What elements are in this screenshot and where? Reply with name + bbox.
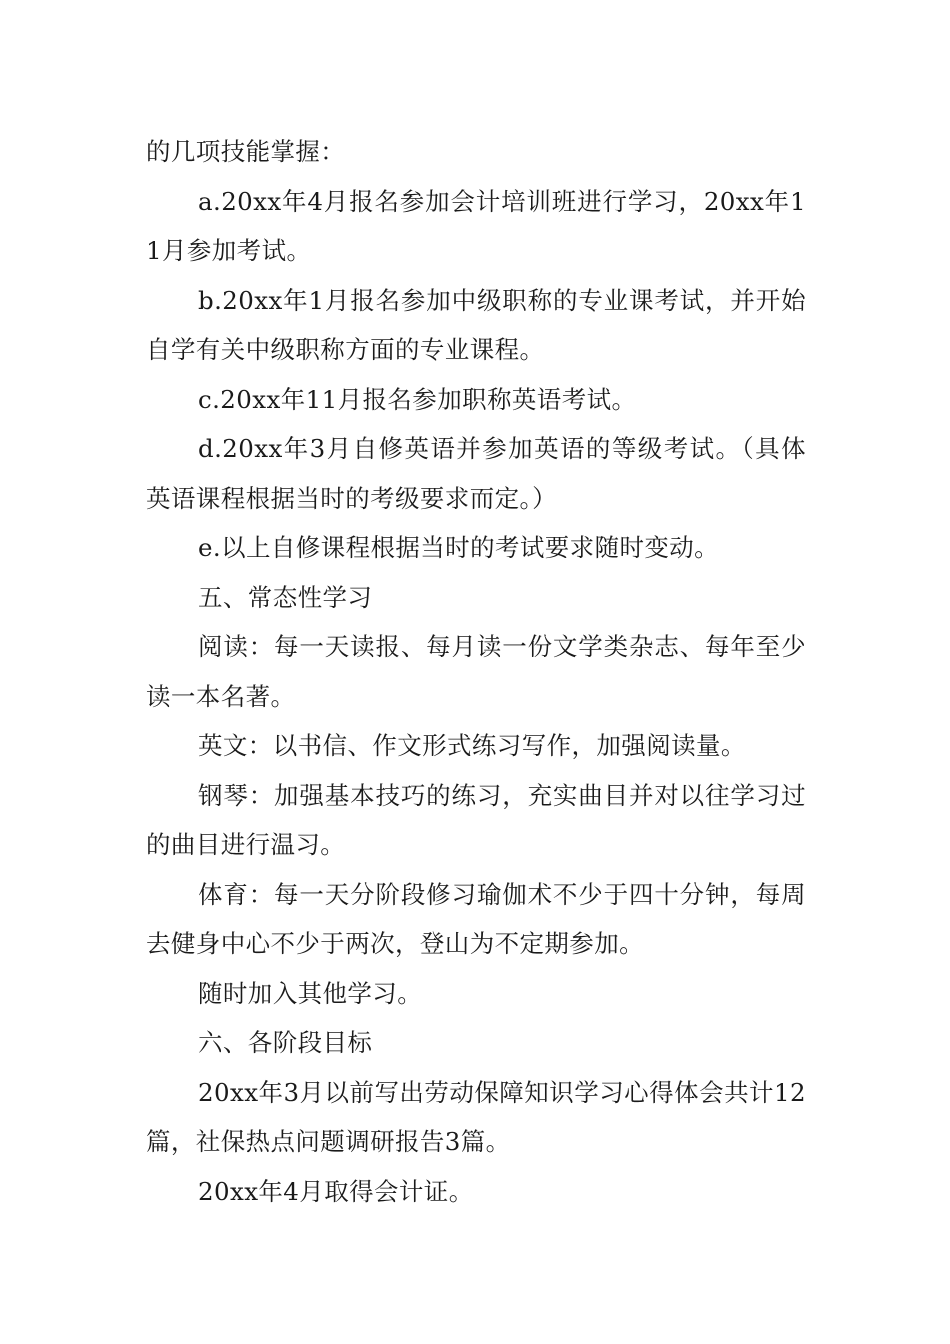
paragraph-skills-intro: 的几项技能掌握： xyxy=(146,137,346,166)
paragraph-goal-april: 20xx年4月取得会计证。 xyxy=(198,1176,474,1206)
paragraph-item-c: c.20xx年11月报名参加职称英语考试。 xyxy=(198,384,637,414)
paragraph-item-e: e.以上自修课程根据当时的考试要求随时变动。 xyxy=(198,533,720,562)
section-heading-six: 六、各阶段目标 xyxy=(198,1028,373,1057)
paragraph-item-d: d.20xx年3月自修英语并参加英语的等级考试。（具体英语课程根据当时的考级要求而定。） xyxy=(146,434,806,513)
paragraph-goal-march: 20xx年3月以前写出劳动保障知识学习心得体会共计12篇，社保热点问题调研报告3篇。 xyxy=(146,1077,806,1156)
paragraph-item-a: a.20xx年4月报名参加会计培训班进行学习，20xx年11月参加考试。 xyxy=(146,186,806,265)
section-heading-five: 五、常态性学习 xyxy=(198,582,373,612)
paragraph-other-study: 随时加入其他学习。 xyxy=(198,978,423,1008)
paragraph-sports: 体育：每一天分阶段修习瑜伽术不少于四十分钟，每周去健身中心不少于两次，登山为不定期参加。 xyxy=(146,879,806,958)
paragraph-piano: 钢琴：加强基本技巧的练习，充实曲目并对以往学习过的曲目进行温习。 xyxy=(146,780,806,859)
paragraph-english: 英文：以书信、作文形式练习写作，加强阅读量。 xyxy=(198,731,746,760)
paragraph-item-b: b.20xx年1月报名参加中级职称的专业课考试，并开始自学有关中级职称方面的专业课程。 xyxy=(146,285,806,364)
paragraph-reading: 阅读：每一天读报、每月读一份文学类杂志、每年至少读一本名著。 xyxy=(146,632,806,711)
document-body xyxy=(146,127,806,1216)
